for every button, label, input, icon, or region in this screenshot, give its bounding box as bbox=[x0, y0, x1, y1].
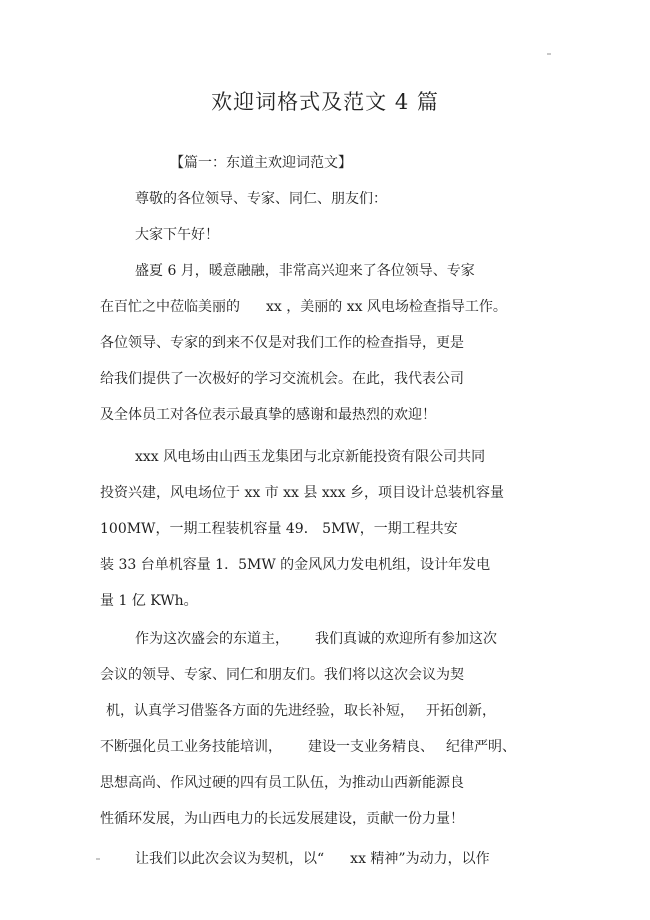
text-segment: 不断强化员工业务技能培训， bbox=[100, 739, 282, 755]
text-segment: 机，认真学习借鉴各方面的先进经验，取长补短， bbox=[106, 703, 414, 719]
text-line: 思想高尚、作风过硬的四有员工队伍，为推动山西新能源良 bbox=[100, 775, 464, 791]
text-segment: 作为这次盛会的东道主， bbox=[135, 631, 289, 647]
text-line: 各位领导、专家的到来不仅是对我们工作的检查指导，更是 bbox=[100, 335, 464, 351]
text-segment: 纪律严明、 bbox=[446, 739, 516, 755]
text-segment: 我们真诚的欢迎所有参加这次 bbox=[315, 631, 497, 647]
text-line: 投资兴建，风电场位于 xx 市 xx 县 xxx 乡，项目设计总装机容量 bbox=[100, 485, 504, 501]
text-segment: 在百忙之中莅临美丽的 bbox=[100, 299, 240, 315]
text-line bbox=[100, 298, 507, 316]
text-line: 会议的领导、专家、同仁和朋友们。我们将以这次会议为契 bbox=[100, 667, 464, 683]
text-line: 性循环发展，为山西电力的长远发展建设，贡献一份力量！ bbox=[100, 811, 464, 827]
text-line: 装 33 台单机容量 1．5MW 的金风风力发电机组，设计年发电 bbox=[100, 557, 491, 573]
document-title: 欢迎词格式及范文 4 篇 bbox=[211, 90, 439, 114]
scan-speck bbox=[547, 53, 551, 55]
text-line bbox=[135, 850, 490, 868]
section-heading: 【篇一：东道主欢迎词范文】 bbox=[170, 155, 352, 171]
text-segment: xx 精神”为动力，以作 bbox=[350, 851, 490, 867]
text-segment: 让我们以此次会议为契机，以“ bbox=[135, 851, 325, 867]
text-line: xxx 风电场由山西玉龙集团与北京新能投资有限公司共同 bbox=[135, 449, 486, 465]
text-segment: 开拓创新， bbox=[426, 703, 496, 719]
text-line bbox=[100, 738, 516, 756]
scan-speck bbox=[96, 858, 100, 860]
text-line: 100MW，一期工程装机容量 49． 5MW，一期工程共安 bbox=[100, 521, 458, 537]
text-line: 大家下午好！ bbox=[135, 227, 219, 243]
text-line: 给我们提供了一次极好的学习交流机会。在此，我代表公司 bbox=[100, 371, 464, 387]
text-line: 盛夏 6 月，暖意融融，非常高兴迎来了各位领导、专家 bbox=[135, 263, 475, 279]
text-line: 及全体员工对各位表示最真挚的感谢和最热烈的欢迎！ bbox=[100, 407, 436, 423]
text-segment: 建设一支业务精良、 bbox=[308, 739, 434, 755]
text-segment: xx ，美丽的 xx 风电场检查指导工作。 bbox=[266, 299, 507, 315]
text-line: 量 1 亿 KWh。 bbox=[100, 593, 198, 609]
text-line bbox=[106, 702, 496, 720]
text-line bbox=[135, 630, 497, 648]
text-line: 尊敬的各位领导、专家、同仁、朋友们： bbox=[135, 191, 387, 207]
